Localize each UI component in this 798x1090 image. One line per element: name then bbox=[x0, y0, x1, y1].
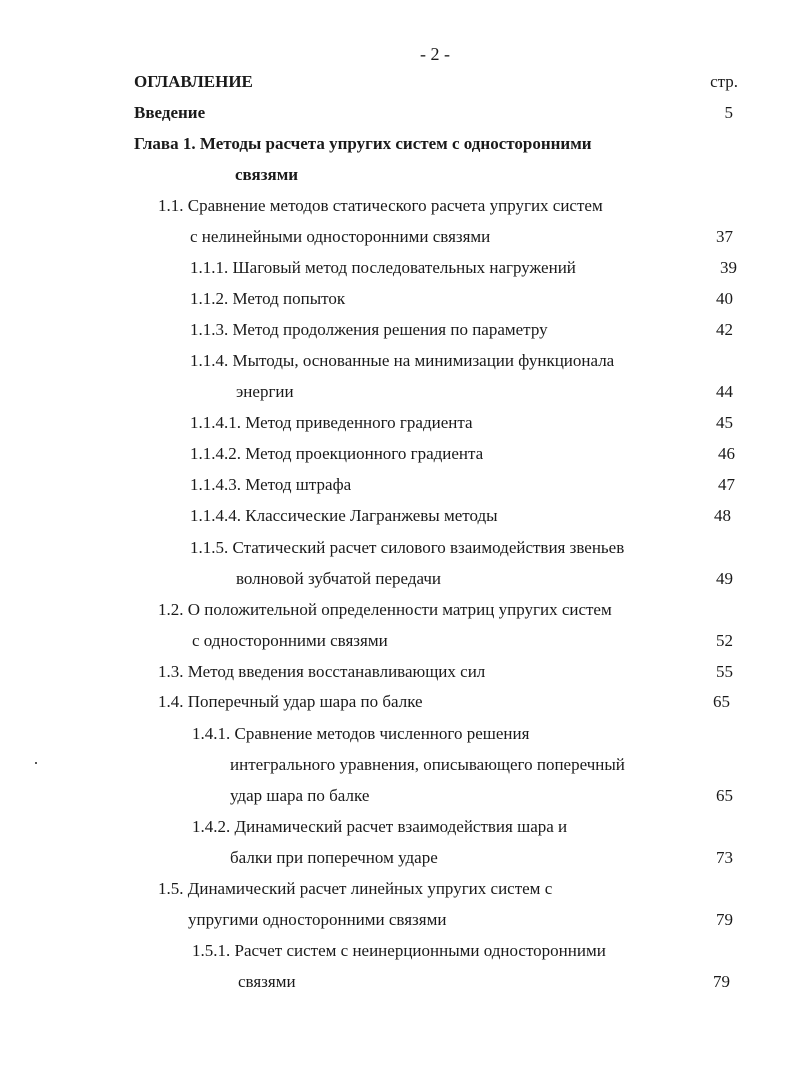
toc-entry-text: 1.2. О положительной определенности матриц упругих систем bbox=[158, 600, 612, 619]
toc-entry-text: 1.4. Поперечный удар шара по балке bbox=[158, 692, 423, 711]
toc-entry-text: связями bbox=[235, 165, 299, 184]
toc-entry-page: 5 bbox=[724, 103, 733, 122]
page-number: - 2 - bbox=[420, 44, 450, 64]
toc-entry-page: 46 bbox=[718, 444, 735, 463]
toc-entry-page: 49 bbox=[716, 569, 733, 588]
toc-entry-page: 44 bbox=[716, 382, 733, 401]
toc-entry-text: с нелинейными односторонними связями bbox=[190, 227, 491, 246]
toc-entry-text: 1.1.3. Метод продолжения решения по параметру bbox=[190, 320, 548, 339]
toc-entry-page: 79 bbox=[713, 972, 730, 991]
toc-entry-page: 40 bbox=[716, 289, 733, 308]
toc-entry-text: 1.4.1. Сравнение методов численного решения bbox=[192, 724, 530, 743]
toc-entry-text: связями bbox=[238, 972, 296, 991]
scan-speck bbox=[35, 762, 37, 764]
toc-entry-page: 48 bbox=[714, 506, 731, 525]
toc-entry-text: с односторонними связями bbox=[192, 631, 388, 650]
toc-entry-page: 47 bbox=[718, 475, 735, 494]
toc-entry-text: 1.1.4.4. Классические Лагранжевы методы bbox=[190, 506, 498, 525]
toc-entry-text: 1.1.2. Метод попыток bbox=[190, 289, 346, 308]
toc-entry-text: 1.5. Динамический расчет линейных упругих систем с bbox=[158, 879, 553, 898]
toc-entry-text: 1.1.4. Мытоды, основанные на минимизации функционала bbox=[190, 351, 615, 370]
toc-entry-text: балки при поперечном ударе bbox=[230, 848, 438, 867]
toc-entry-page: 42 bbox=[716, 320, 733, 339]
toc-entry-text: Глава 1. Методы расчета упругих систем с односторонними bbox=[134, 134, 592, 153]
toc-entry-page: 37 bbox=[716, 227, 733, 246]
toc-entry-text: удар шара по балке bbox=[230, 786, 370, 805]
toc-entry-page: 45 bbox=[716, 413, 733, 432]
toc-entry-page: 73 bbox=[716, 848, 733, 867]
toc-header bbox=[134, 72, 738, 96]
toc-entry-text: 1.4.2. Динамический расчет взаимодействия шара и bbox=[192, 817, 568, 836]
toc-entry-page: 39 bbox=[720, 258, 737, 277]
toc-entry-text: 1.5.1. Расчет систем с неинерционными односторонними bbox=[192, 941, 606, 960]
toc-entry-text: 1.1.4.3. Метод штрафа bbox=[190, 475, 352, 494]
toc-entry-page: 65 bbox=[716, 786, 733, 805]
toc-entry-text: интегрального уравнения, описывающего поперечный bbox=[230, 755, 625, 774]
toc-entry-page: 52 bbox=[716, 631, 733, 650]
page-column-label: стр. bbox=[710, 72, 738, 91]
toc-entry-text: 1.1. Сравнение методов статического расчета упругих систем bbox=[158, 196, 603, 215]
toc-entry-text: энергии bbox=[236, 382, 294, 401]
toc-entry-text: волновой зубчатой передачи bbox=[236, 569, 441, 588]
toc-entry-page: 65 bbox=[713, 692, 730, 711]
toc-entry-page: 55 bbox=[716, 662, 733, 681]
toc-entry-text: 1.1.5. Статический расчет силового взаимодействия звеньев bbox=[190, 538, 625, 557]
toc-entry-text: 1.3. Метод введения восстанавливающих сил bbox=[158, 662, 486, 681]
toc-entry-text: упругими односторонними связями bbox=[188, 910, 447, 929]
toc-entry-page: 79 bbox=[716, 910, 733, 929]
toc-entry-text: Введение bbox=[134, 103, 206, 122]
toc-entry-text: 1.1.4.1. Метод приведенного градиента bbox=[190, 413, 473, 432]
toc-title: ОГЛАВЛЕНИЕ bbox=[134, 72, 253, 91]
toc-entry-text: 1.1.4.2. Метод проекционного градиента bbox=[190, 444, 484, 463]
toc-entry-text: 1.1.1. Шаговый метод последовательных нагружений bbox=[190, 258, 576, 277]
